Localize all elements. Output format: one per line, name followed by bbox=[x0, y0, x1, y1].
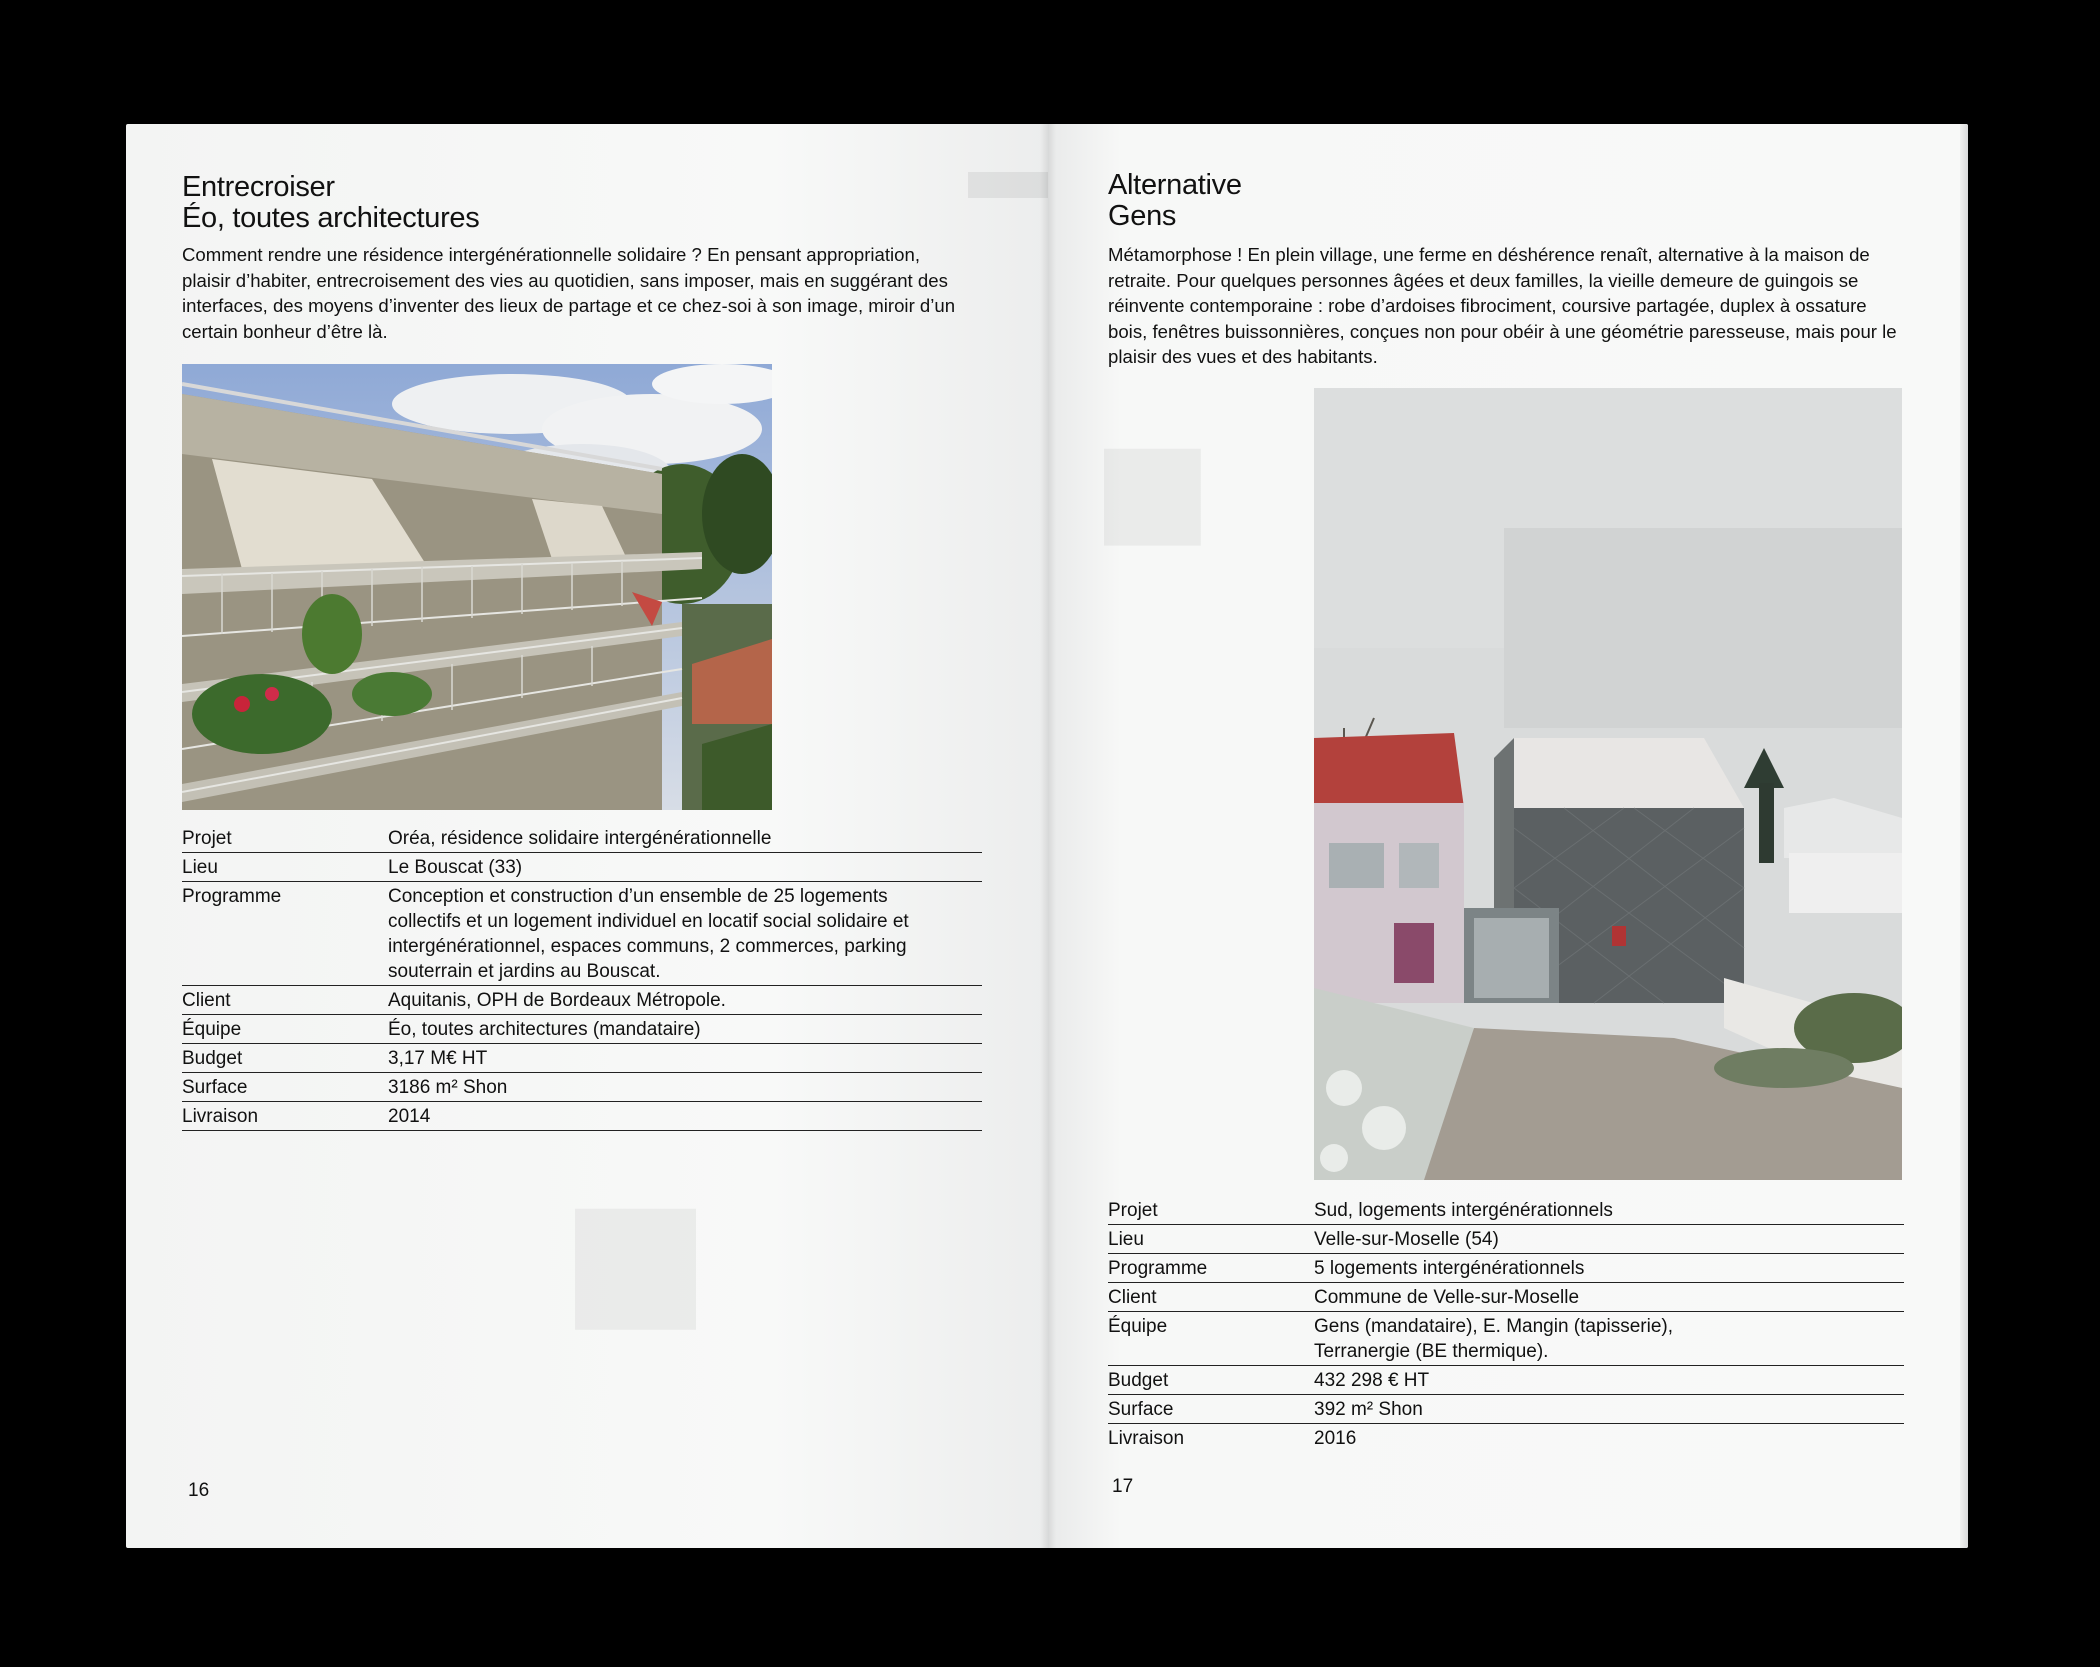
right-page bbox=[1048, 124, 1968, 1548]
spec-label: Client bbox=[1108, 1283, 1314, 1312]
page-number-left: 16 bbox=[188, 1480, 210, 1501]
table-row bbox=[1108, 1312, 1904, 1366]
spec-label: Lieu bbox=[1108, 1225, 1314, 1254]
right-title bbox=[1108, 170, 1242, 232]
village-house-photo bbox=[1314, 388, 1902, 1180]
spec-value: 3,17 M€ HT bbox=[388, 1044, 982, 1073]
spec-label: Programme bbox=[182, 882, 388, 986]
show-through-heading: ■ bbox=[556, 1118, 712, 1397]
spec-label: Livraison bbox=[1108, 1428, 1185, 1449]
table-row bbox=[1108, 1424, 1904, 1453]
spec-value: 3186 m² Shon bbox=[388, 1073, 982, 1102]
spec-label: Surface bbox=[1108, 1395, 1314, 1424]
right-title-line1: Alternative bbox=[1108, 169, 1242, 201]
spec-value: 432 298 € HT bbox=[1314, 1366, 1904, 1395]
left-title bbox=[182, 172, 479, 234]
spec-value: Conception et construction d’un ensemble de 25 logements collectifs et un logement individuel en locatif social solidaire et intergénérationnel, espaces communs, 2 commerces, parking souterrain et jardins au Bouscat. bbox=[388, 882, 982, 986]
table-row bbox=[182, 824, 982, 853]
table-row bbox=[1108, 1366, 1904, 1395]
spec-value: Oréa, résidence solidaire intergénérationnelle bbox=[388, 824, 982, 853]
right-lede: Métamorphose ! En plein village, une ferme en déshérence renaît, alternative à la maison de retraite. Pour quelques personnes âgées et deux familles, la vieille demeure de guingois se réinvente contemporaine : robe d’ardoises fibrociment, coursive partagée, duplex à ossature bois, fenêtres buissonnières, conçues non pour obéir à une géométrie paresseuse, mais pour le plaisir des vues et des habitants. bbox=[1108, 244, 1897, 367]
spec-value: Commune de Velle-sur-Moselle bbox=[1314, 1283, 1904, 1312]
spec-label: Projet bbox=[182, 824, 388, 853]
spec-label: Client bbox=[182, 986, 388, 1015]
spec-label: Budget bbox=[1108, 1366, 1314, 1395]
table-row bbox=[1108, 1196, 1904, 1225]
table-row bbox=[1108, 1225, 1904, 1254]
table-row bbox=[182, 1015, 982, 1044]
left-page bbox=[126, 124, 1048, 1548]
table-row bbox=[1108, 1395, 1904, 1424]
left-title-line2: Éo, toutes architectures bbox=[182, 202, 480, 234]
spec-label: Lieu bbox=[182, 853, 388, 882]
right-title-line2: Gens bbox=[1108, 200, 1177, 232]
table-row bbox=[182, 1044, 982, 1073]
spec-value: 5 logements intergénérationnels bbox=[1314, 1254, 1904, 1283]
table-row bbox=[182, 882, 982, 986]
spec-label: Projet bbox=[1108, 1196, 1314, 1225]
right-specs-table bbox=[1108, 1196, 1904, 1452]
table-row bbox=[1108, 1283, 1904, 1312]
spec-value: Le Bouscat (33) bbox=[388, 853, 982, 882]
spec-label: Programme bbox=[1108, 1254, 1314, 1283]
left-title-line1: Entrecroiser bbox=[182, 171, 335, 203]
spec-value: Sud, logements intergénérationnels bbox=[1314, 1196, 1904, 1225]
left-lede: Comment rendre une résidence intergénérationnelle solidaire ? En pensant appropriation, plaisir d’habiter, entrecroisement des vies au quotidien, sans imposer, mais en suggérant des interfaces, des moyens d’inventer des lieux de partage et ce chez-soi à son image, miroir d’un certain bonheur d’être là. bbox=[182, 244, 956, 342]
spec-label: Équipe bbox=[182, 1015, 388, 1044]
apartment-balconies-photo bbox=[182, 364, 772, 810]
table-row bbox=[182, 986, 982, 1015]
table-row bbox=[182, 853, 982, 882]
book-spread bbox=[126, 124, 1968, 1548]
table-row bbox=[182, 1073, 982, 1102]
spec-label: Budget bbox=[182, 1044, 388, 1073]
spec-value: 392 m² Shon bbox=[1314, 1395, 1904, 1424]
spec-label: Équipe bbox=[1108, 1312, 1314, 1366]
spec-value: 2014 bbox=[388, 1102, 982, 1131]
spec-label: Livraison bbox=[182, 1102, 388, 1131]
show-through-text bbox=[968, 164, 1048, 214]
spec-label: Surface bbox=[182, 1073, 388, 1102]
page-number-right: 17 bbox=[1112, 1476, 1134, 1497]
table-row bbox=[182, 1102, 982, 1131]
spec-value: 2016 bbox=[1314, 1428, 1357, 1449]
spec-value: Éo, toutes architectures (mandataire) bbox=[388, 1015, 982, 1044]
page-edge bbox=[1960, 124, 1968, 1548]
spec-value: Gens (mandataire), E. Mangin (tapisserie), Terranergie (BE thermique). bbox=[1314, 1312, 1904, 1366]
show-through-heading: ■ bbox=[1088, 377, 1213, 600]
table-row bbox=[1108, 1254, 1904, 1283]
spec-value: Velle-sur-Moselle (54) bbox=[1314, 1225, 1904, 1254]
left-specs-table bbox=[182, 824, 982, 1131]
spec-value: Aquitanis, OPH de Bordeaux Métropole. bbox=[388, 986, 982, 1015]
